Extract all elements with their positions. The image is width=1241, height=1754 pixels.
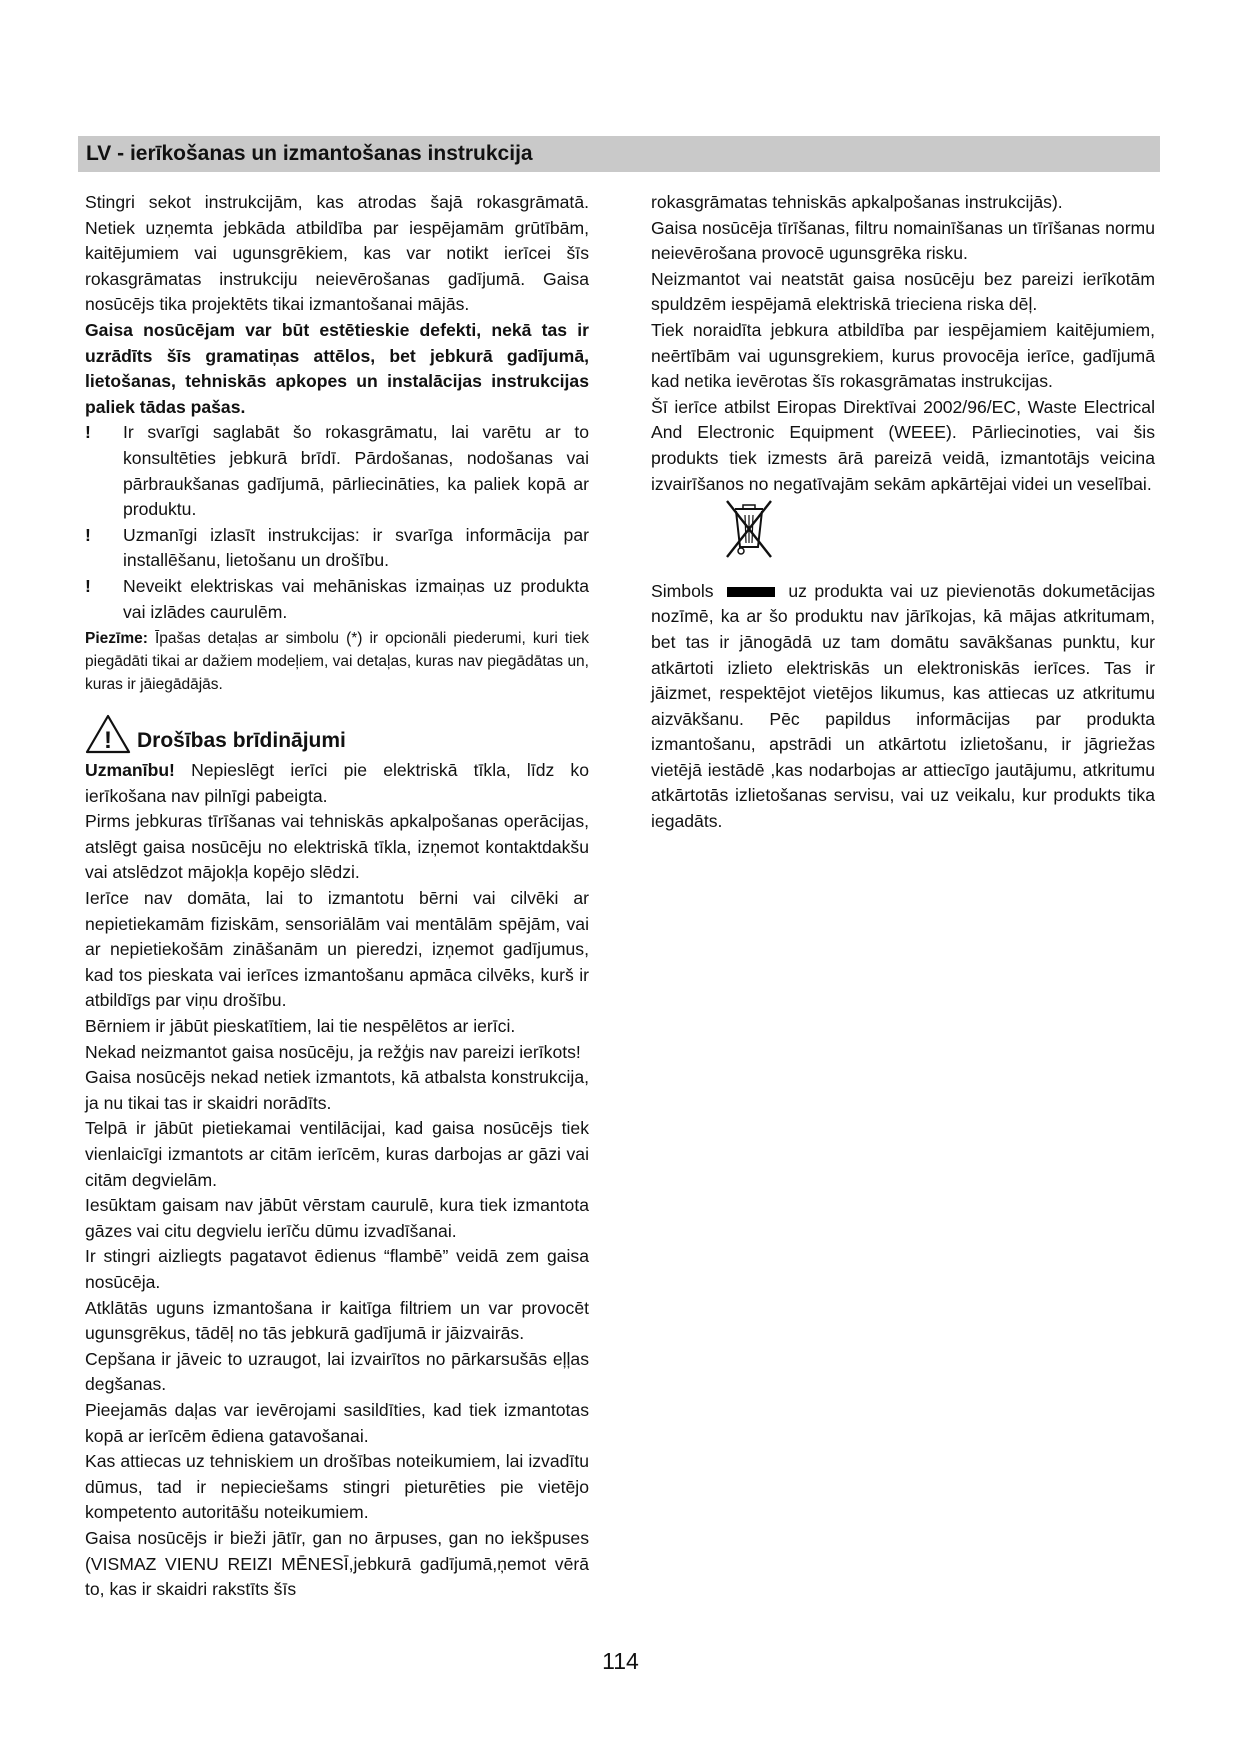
- warning-symbol: !: [104, 727, 112, 755]
- attention-label: Uzmanību!: [85, 760, 175, 781]
- body-paragraph: Gaisa nosūcējs ir bieži jātīr, gan no ārpuses, gan no iekšpuses (VISMAZ VIENU REIZI MĒNESĪ,jebkurā gadījumā,ņemot vērā to, kas ir skaidri rakstīts šīs: [85, 1527, 589, 1600]
- section-header: [78, 136, 1160, 172]
- bold-notice: Gaisa nosūcējam var būt estētieskie defekti, nekā tas ir uzrādīts šīs gramatiņas attēlos, bet jebkurā gadījumā, lietošanas, tehniskās apkopes un instalācijas instrukcijas paliek tādas pašas.: [85, 319, 589, 417]
- bullet-mark: !: [85, 524, 91, 545]
- body-paragraph: Ir stingri aizliegts pagatavot ēdienus “flambē” veidā zem gaisa nosūcēja.: [85, 1246, 589, 1292]
- body-paragraph: Atklātās uguns izmantošana ir kaitīga filtriem un var provocēt ugunsgrēkus, tādēļ no tās jebkurā gadījumā ir jāizvairās.: [85, 1297, 589, 1344]
- body-paragraph: Gaisa nosūcēja tīrīšanas, filtru nomainīšanas un tīrīšanas normu neievērošana provocē ugunsgrēka risku.: [651, 217, 1155, 264]
- body-paragraph: Telpā ir jābūt pietiekamai ventilācijai, kad gaisa nosūcējs tiek vienlaicīgi izmantots ar citām ierīcēm, kuras darbojas ar gāzi vai citām degvielām.: [85, 1118, 589, 1190]
- section-title: LV - ierīkošanas un izmantošanas instrukcija: [86, 142, 533, 165]
- bullet-text: Uzmanīgi izlasīt instrukcijas: ir svarīga informācija par installēšanu, lietošanu un drošību.: [123, 524, 589, 571]
- right-column: [651, 190, 1155, 835]
- bullet-item: [85, 420, 589, 522]
- intro-paragraph: Stingri sekot instrukcijām, kas atrodas šajā rokasgrāmatā. Netiek uzņemta jebkāda atbildība par iespējamām grūtībām, kaitējumiem vai ugunsgrēkiem, kas var notikt ierīcei šīs rokasgrāmatas instrukciju neievērošanas gadījumā. Gaisa nosūcējs tika projektēts tikai izmantošanai mājās.: [85, 192, 589, 315]
- note-label: Piezīme:: [85, 630, 148, 648]
- left-column: [85, 190, 589, 1603]
- safety-warnings-heading: [85, 714, 589, 754]
- bullet-text: Neveikt elektriskas vai mehāniskas izmaiņas uz produkta vai izlādes caurulēm.: [123, 575, 589, 622]
- warning-triangle-icon: [85, 714, 131, 754]
- page-number: 114: [602, 1648, 639, 1674]
- attention-text: Nepieslēgt ierīci pie elektriskā tīkla, līdz ko ierīkošana nav pilnīgi pabeigta.: [85, 760, 590, 806]
- symbol-paragraph: [651, 579, 1155, 835]
- symbol-prefix: Simbols: [651, 580, 714, 601]
- body-paragraph: Pieejamās daļas var ievērojami sasildīties, kad tiek izmantotas kopā ar ierīcēm ēdiena gatavošanai.: [85, 1399, 589, 1446]
- bullet-item: [85, 574, 589, 625]
- body-paragraph: Tiek noraidīta jebkura atbildība par iespējamiem kaitējumiem, neērtībām vai ugunsgrekiem, kurus provocēja ierīce, gadījumā kad netika ievērotas šīs rokasgrāmatas instrukcijas.: [651, 319, 1155, 392]
- bullet-mark: !: [85, 575, 91, 596]
- body-paragraph: Ierīce nav domāta, lai to izmantotu bērni vai cilvēki ar nepietiekamām fiziskām, sensoriālām vai mentālām spējām, vai ar nepietiekošām zināšanām un pieredzi, izņemot gadījumus, kad tos pieskata vai ierīces izmantošanu apmāca cilvēks, kurš ir atbildīgs par viņu drošību.: [85, 888, 589, 1011]
- body-paragraph: Kas attiecas uz tehniskiem un drošības noteikumiem, lai izvadītu dūmus, tad ir nepieciešams stingri pieturēties pie vietējo kompetento autoritāšu noteikumiem.: [85, 1451, 589, 1523]
- note-paragraph: [85, 627, 589, 696]
- bullet-text: Ir svarīgi saglabāt šo rokasgrāmatu, lai varētu ar to konsultēties jebkurā brīdī. Pārdošanas, nodošanas vai pārbraukšanas gadījumā, pārliecināties, ka paliek kopā ar produktu.: [123, 422, 589, 520]
- body-paragraph: Bērniem ir jābūt pieskatītiem, lai tie nespēlētos ar ierīci.: [85, 1016, 516, 1037]
- body-paragraph: Iesūktam gaisam nav jābūt vērstam caurulē, kura tiek izmantota gāzes vai citu degvielu ierīču dūmu izvadīšanai.: [85, 1195, 589, 1241]
- body-paragraph: Cepšana ir jāveic to uzraugot, lai izvairītos no pārkarsušās eļļas degšanas.: [85, 1348, 589, 1395]
- body-paragraph: Pirms jebkuras tīrīšanas vai tehniskās apkalpošanas operācijas, atslēgt gaisa nosūcēju no elektriskā tīkla, izņemot kontaktdakšu vai atslēdzot mājokļa kopējo slēdzi.: [85, 811, 589, 883]
- attention-paragraph: [85, 758, 589, 809]
- warning-title: Drošības brīdinājumi: [137, 729, 346, 753]
- bullet-item: [85, 523, 589, 574]
- crossed-out-wheelie-bin-icon: [721, 499, 777, 563]
- body-paragraph: rokasgrāmatas tehniskās apkalpošanas instrukcijās).: [651, 192, 1063, 212]
- body-paragraph: Gaisa nosūcējs nekad netiek izmantots, kā atbalsta konstrukcija, ja nu tikai tas ir skaidri norādīts.: [85, 1067, 589, 1113]
- bullet-mark: !: [85, 422, 91, 443]
- note-text: Īpašas detaļas ar simbolu (*) ir opcionāli piederumi, kuri tiek piegādāti tikai ar dažiem modeļiem, vai detaļas, kuras nav piegādātas un, kuras ir jāiegādājās.: [85, 630, 589, 694]
- symbol-text: uz produkta vai uz pievienotās dokumetācijas nozīmē, ka ar šo produktu nav jārīkojas, kā mājas atkritumam, bet tas ir jānogādā uz tam domātu savākšanas punktu, kur atkārtoti izlieto elektriskās un elektroniskās ierīces. Tas ir jāizmet, respektējot vietējos likumus, kas attiecas uz atkritumu aizvākšanu. Pēc papildus informācijas par produkta izmantošanu, apstrādi un atkārtotu izlietošanu, ir jāgriežas vietējā iestādē ,kas nodarbojas ar attiecīgo jautājumu, atkritumu atkārtotās izlietošanas servisu, vai uz veikalu, kur produkts tika iegadāts.: [651, 580, 1155, 832]
- weee-paragraph: Šī ierīce atbilst Eiropas Direktīvai 2002/96/EC, Waste Electrical And Electronic Equipment (WEEE). Pārliecinoties, vai šis produkts tiek izmests ārā pareizā veidā, izmantotājs veicina izvairīšanos no negatīvajām sekām apkārtējai videi un veselībai.: [651, 396, 1155, 494]
- black-bar-symbol-icon: [727, 587, 775, 597]
- body-paragraph: Nekad neizmantot gaisa nosūcēju, ja režģis nav pareizi ierīkots!: [85, 1041, 581, 1062]
- body-paragraph: Neizmantot vai neatstāt gaisa nosūcēju bez pareizi ierīkotām spuldzēm iespējamā elektriskā trieciena riska dēļ.: [651, 268, 1155, 315]
